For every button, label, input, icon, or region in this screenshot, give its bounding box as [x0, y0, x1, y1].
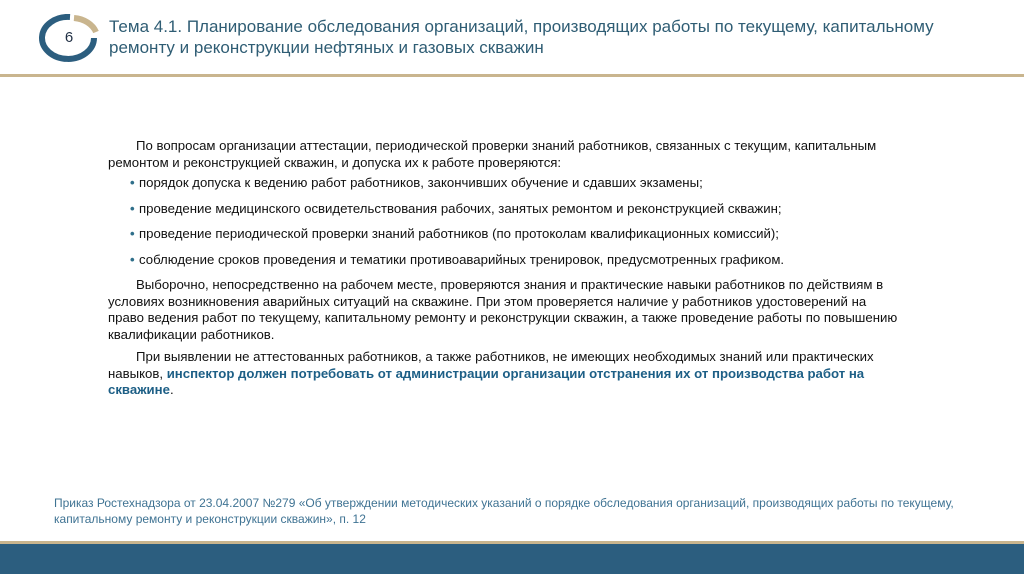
list-item: • порядок допуска к ведению работ работников, закончивших обучение и сдавших экзамены; — [130, 175, 898, 192]
source-footnote: Приказ Ростехнадзора от 23.04.2007 №279 «Об утверждении методических указаний о порядке обследования организаций, производящих работы по текущему, капитальному ремонту и реконструкции скважин», п. 12 — [54, 496, 954, 526]
conclusion-end: . — [169, 382, 174, 397]
slide-body — [108, 138, 898, 399]
list-item: • соблюдение сроков проведения и тематики противоаварийных тренировок, предусмотренных графиком. — [130, 252, 898, 269]
list-item: • проведение медицинского освидетельствования рабочих, занятых ремонтом и реконструкцией скважин; — [130, 201, 898, 218]
conclusion-emphasis: инспектор должен потребовать от администрации организации отстранения их от производства работ на скважине — [108, 365, 865, 397]
slide-number: 6 — [64, 29, 74, 46]
conclusion-paragraph — [108, 349, 898, 399]
checklist — [108, 175, 898, 268]
footer-band — [0, 544, 1024, 574]
intro-paragraph: По вопросам организации аттестации, периодической проверки знаний работников, связанных с текущим, капитальным ремонтом и реконструкцией скважин, и допуска их к работе проверяются: — [108, 138, 877, 170]
spot-check-paragraph: Выборочно, непосредственно на рабочем месте, проверяются знания и практические навыки работников по действиям в условиях возникновения аварийных ситуаций на скважине. При этом проверяется наличие у работников удостоверений на право ведения работ по текущему, капитальному ремонту и реконструкции скважин, а также проведение работы по повышению квалификации работников. — [108, 277, 898, 342]
slide-header — [0, 0, 1024, 72]
slide-title: Тема 4.1. Планирование обследования организаций, производящих работы по текущему, капитальному ремонту и реконструкции нефтяных и газовых скважин — [109, 17, 934, 57]
list-item: • проведение периодической проверки знаний работников (по протоколам квалификационных комиссий); — [130, 226, 898, 243]
header-divider — [0, 74, 1024, 77]
conclusion-text: При выявлении не аттестованных работников, а также работников, не имеющих необходимых знаний или практических навыков, — [108, 349, 874, 381]
